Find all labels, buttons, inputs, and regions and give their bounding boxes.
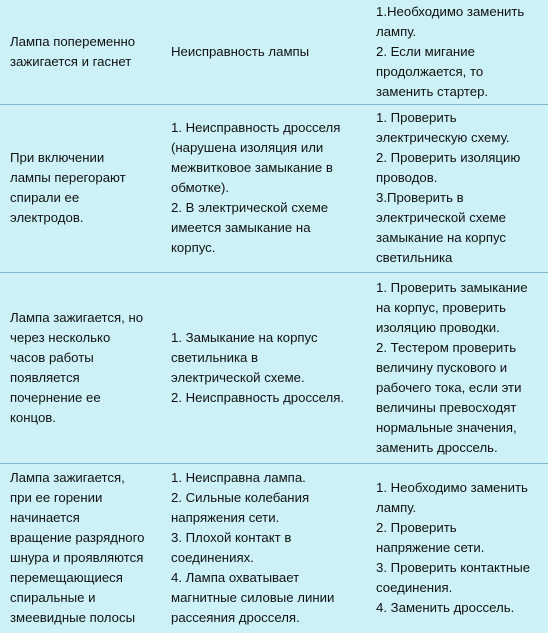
- remedy-cell: 1. Проверить замыкание на корпус, проверить изоляцию проводки. 2. Тестером проверить величину пускового и рабочего тока, если эти величины превосходят нормальные значения, заменить дроссель.: [366, 272, 548, 463]
- remedy-cell: 1.Необходимо заменить лампу. 2. Если мигание продолжается, то заменить стартер.: [366, 0, 548, 104]
- cause-cell: 1. Неисправность дросселя (нарушена изоляция или межвитковое замыкание в обмотке). 2. В электрической схеме имеется замыкание на корпус.: [160, 104, 366, 272]
- cause-cell: Неисправность лампы: [160, 0, 366, 104]
- symptom-cell: При включении лампы перегорают спирали ее электродов.: [0, 104, 160, 272]
- remedy-cell: 1. Проверить электрическую схему. 2. Проверить изоляцию проводов. 3.Проверить в электрической схеме замыкание на корпус светильника: [366, 104, 548, 272]
- symptom-cell: Лампа попеременно зажигается и гаснет: [0, 0, 160, 104]
- table-row: [0, 272, 548, 463]
- symptom-cell: Лампа зажигается, при ее горении начинается вращение разрядного шнура и проявляются перемещающиеся спиральные и змеевидные полосы: [10, 470, 145, 626]
- remedy-cell: 1. Необходимо заменить лампу. 2. Проверить напряжение сети. 3. Проверить контактные соединения. 4. Заменить дроссель.: [376, 480, 531, 616]
- table-row: [0, 463, 548, 633]
- cause-cell: 1. Замыкание на корпус светильника в электрической схеме. 2. Неисправность дросселя.: [160, 272, 366, 463]
- cause-cell: 1. Неисправна лампа. 2. Сильные колебания напряжения сети. 3. Плохой контакт в соединениях. 4. Лампа охватывает магнитные силовые линии рассеяния дросселя.: [171, 470, 335, 626]
- symptom-cell: Лампа зажигается, но через несколько часов работы появляется почернение ее концов.: [0, 272, 160, 463]
- table-row: [0, 104, 548, 272]
- table-row: [0, 0, 548, 104]
